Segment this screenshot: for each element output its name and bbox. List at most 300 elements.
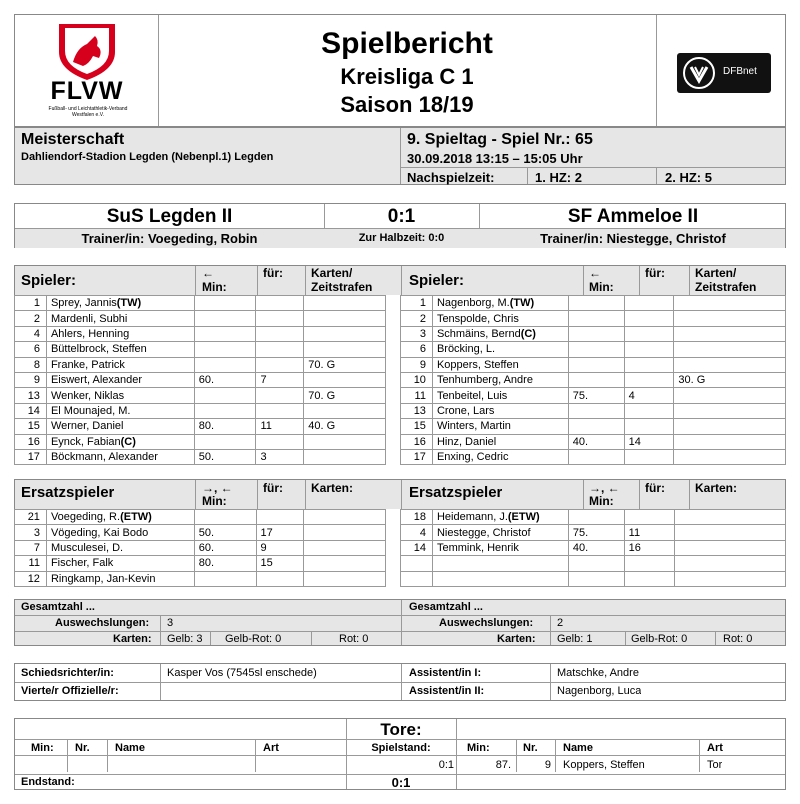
player-name [432, 419, 568, 434]
player-name-text: Voegeding, R. [50, 511, 121, 524]
flvw-logo [37, 22, 137, 120]
player-nr: 10 [401, 372, 433, 387]
player-min [194, 571, 256, 586]
away-subs-table [400, 509, 786, 587]
player-name [46, 510, 194, 525]
home-cards-header-1: Karten/ [311, 267, 353, 280]
home-red: Rot: 0 [339, 633, 369, 645]
player-cards [674, 540, 786, 555]
player-name [432, 510, 568, 525]
player-min [194, 326, 256, 341]
assistant2-name: Nagenborg, Luca [557, 685, 642, 697]
away-arrow-left-icon: ← [589, 267, 601, 280]
halftime-score: Zur Halbzeit: 0:0 [358, 232, 445, 244]
away-cards-label: Karten: [497, 633, 536, 645]
player-name [432, 403, 568, 418]
home-sub-arrows-icon: →, ← [202, 482, 233, 495]
player-min: 40. [568, 434, 624, 449]
away-goal-name-header: Name [563, 742, 593, 754]
home-subs-for-header: für: [263, 482, 283, 495]
home-goal-nr-header: Nr. [75, 742, 90, 754]
player-cards [304, 540, 386, 555]
home-yellow: Gelb: 3 [167, 633, 203, 645]
player-row [401, 525, 786, 540]
player-row [401, 556, 786, 571]
player-min: 75. [568, 388, 624, 403]
player-nr: 15 [401, 419, 433, 434]
score-section [14, 203, 786, 248]
player-name [432, 342, 568, 357]
home-goal-art-header: Art [263, 742, 279, 754]
player-nr: 6 [401, 342, 433, 357]
final-score-label: Endstand: [21, 776, 75, 788]
player-cards [674, 571, 786, 586]
player-for [256, 510, 304, 525]
home-players-table [14, 295, 386, 465]
player-for [624, 403, 674, 418]
logo-text: FLVW [50, 77, 124, 105]
player-row [15, 388, 386, 403]
player-row [15, 296, 386, 311]
home-min-header: Min: [202, 281, 227, 294]
player-name [46, 434, 194, 449]
away-red: Rot: 0 [723, 633, 753, 645]
player-for [256, 403, 304, 418]
player-for [624, 372, 674, 387]
player-nr: 3 [401, 326, 433, 341]
away-subs-count-label: Auswechslungen: [439, 617, 534, 629]
player-for: 14 [624, 434, 674, 449]
assistant2-label: Assistent/in II: [409, 685, 485, 697]
player-min [568, 449, 624, 464]
player-name-text: Vögeding, Kai Bodo [50, 526, 149, 539]
player-cards [674, 434, 786, 449]
player-name [46, 556, 194, 571]
player-min [194, 434, 256, 449]
assistant1-label: Assistent/in I: [409, 667, 482, 679]
player-role-tag: (C) [520, 327, 536, 340]
player-name [46, 449, 194, 464]
home-arrow-left-icon: ← [202, 267, 214, 280]
player-row [401, 296, 786, 311]
player-cards [304, 571, 386, 586]
player-min [194, 296, 256, 311]
player-name [432, 525, 568, 540]
player-nr: 9 [15, 372, 47, 387]
player-role-tag: (ETW) [120, 511, 152, 524]
home-total-label: Gesamtzahl ... [21, 601, 95, 613]
player-for: 17 [256, 525, 304, 540]
dfb-eagle-icon [681, 55, 717, 91]
player-name [432, 296, 568, 311]
player-for [624, 571, 674, 586]
player-cards [304, 556, 386, 571]
away-players-table [400, 295, 786, 465]
player-min [568, 296, 624, 311]
player-name-text: Crone, Lars [436, 404, 495, 417]
player-for: 11 [624, 525, 674, 540]
player-for [624, 419, 674, 434]
player-nr: 4 [401, 525, 433, 540]
player-row [15, 403, 386, 418]
player-name [432, 372, 568, 387]
home-cards-label: Karten: [113, 633, 152, 645]
home-yellow-red: Gelb-Rot: 0 [225, 633, 282, 645]
final-score-value: 0:1 [391, 775, 411, 790]
player-min: 40. [568, 540, 624, 555]
referee-name: Kasper Vos (7545sl enschede) [167, 667, 317, 679]
home-subs-count: 3 [167, 617, 174, 629]
referee-label: Schiedsrichter/in: [21, 667, 114, 679]
competition: Meisterschaft [21, 131, 125, 148]
player-cards [674, 510, 786, 525]
player-name-text: Büttelbrock, Steffen [50, 343, 147, 356]
away-cards-header-2: Zeitstrafen [695, 281, 757, 294]
player-cards [674, 556, 786, 571]
player-nr: 2 [15, 311, 47, 326]
player-role-tag: (TW) [509, 297, 535, 310]
player-min [568, 342, 624, 357]
player-for [256, 434, 304, 449]
player-for: 11 [256, 419, 304, 434]
away-min-header: Min: [589, 281, 614, 294]
away-subs-cards-header: Karten: [695, 482, 738, 495]
home-subs-header: Ersatzspieler [21, 484, 115, 501]
player-nr [401, 556, 433, 571]
player-for [256, 357, 304, 372]
player-role-tag: (TW) [116, 297, 142, 310]
home-cards-header-2: Zeitstrafen [311, 281, 373, 294]
player-name-text: Ahlers, Henning [50, 327, 130, 340]
player-min [194, 357, 256, 372]
player-name-text: Eynck, Fabian [50, 435, 121, 448]
player-row [15, 434, 386, 449]
player-min [568, 357, 624, 372]
player-name [432, 449, 568, 464]
player-for [256, 326, 304, 341]
player-min: 50. [194, 525, 256, 540]
player-for: 9 [256, 540, 304, 555]
away-team: SF Ammeloe II [567, 206, 699, 227]
player-row [401, 311, 786, 326]
venue: Dahliendorf-Stadion Legden (Nebenpl.1) Legden [21, 151, 274, 163]
dfbnet-logo [677, 53, 771, 93]
player-cards [304, 525, 386, 540]
player-nr: 16 [15, 434, 47, 449]
home-for-header: für: [263, 267, 283, 280]
player-role-tag: (ETW) [507, 511, 540, 524]
player-cards [674, 449, 786, 464]
player-row [15, 525, 386, 540]
player-nr: 8 [15, 357, 47, 372]
away-goal-min-header: Min: [467, 742, 490, 754]
home-subs-cards-header: Karten: [311, 482, 354, 495]
player-name-text: El Mounajed, M. [50, 404, 131, 417]
player-cards [304, 449, 386, 464]
player-name-text: Werner, Daniel [50, 420, 124, 433]
player-role-tag: (C) [120, 435, 136, 448]
player-min [568, 403, 624, 418]
player-min: 50. [194, 449, 256, 464]
player-row [401, 419, 786, 434]
subs-header [14, 479, 786, 509]
player-name [432, 571, 568, 586]
player-cards [304, 342, 386, 357]
home-team: SuS Legden II [106, 206, 233, 227]
player-nr: 11 [401, 388, 433, 403]
final-score: 0:1 [387, 206, 416, 227]
player-for [624, 326, 674, 341]
player-min [568, 571, 624, 586]
player-nr: 17 [15, 449, 47, 464]
player-for [256, 311, 304, 326]
player-row [401, 434, 786, 449]
away-sub-arrows-icon: →, ← [589, 482, 620, 495]
away-coach: Trainer/in: Niestegge, Christof [540, 231, 726, 246]
away-yellow: Gelb: 1 [557, 633, 593, 645]
player-for: 7 [256, 372, 304, 387]
extra-time-label: Nachspielzeit: [407, 170, 495, 185]
home-goal-name-header: Name [115, 742, 145, 754]
player-for: 3 [256, 449, 304, 464]
player-name-text: Tenspolde, Chris [436, 312, 519, 325]
away-subs-count: 2 [557, 617, 564, 629]
player-min [568, 556, 624, 571]
player-for [256, 571, 304, 586]
player-row [401, 326, 786, 341]
player-row [15, 342, 386, 357]
away-goal-art-header: Art [707, 742, 723, 754]
player-name-text: Tenhumberg, Andre [436, 374, 533, 387]
player-name [432, 540, 568, 555]
player-cards [674, 357, 786, 372]
away-goal-nr: 9 [544, 759, 551, 771]
header [14, 14, 786, 127]
player-nr: 16 [401, 434, 433, 449]
player-for [256, 388, 304, 403]
player-min: 80. [194, 556, 256, 571]
extra-time-ht1: 1. HZ: 2 [535, 170, 582, 185]
goals-section [14, 718, 786, 790]
player-name-text: Ringkamp, Jan-Kevin [50, 572, 156, 585]
player-nr: 11 [15, 556, 47, 571]
player-name [46, 571, 194, 586]
player-name-text: Niestegge, Christof [436, 526, 531, 539]
player-row [15, 419, 386, 434]
player-cards [304, 311, 386, 326]
player-row [401, 449, 786, 464]
totals-section [14, 599, 786, 646]
player-row [401, 357, 786, 372]
league-title: Kreisliga C 1 [340, 64, 474, 89]
player-nr: 6 [15, 342, 47, 357]
away-goal-name: Koppers, Steffen [563, 759, 645, 771]
player-for [624, 449, 674, 464]
player-row [401, 342, 786, 357]
home-players-header: Spieler: [21, 272, 77, 289]
player-name [46, 342, 194, 357]
player-name-text: Enxing, Cedric [436, 451, 509, 464]
season-title: Saison 18/19 [340, 92, 474, 117]
player-min [194, 388, 256, 403]
player-cards [304, 403, 386, 418]
player-cards [304, 296, 386, 311]
player-cards: 40. G [304, 419, 386, 434]
away-total-label: Gesamtzahl ... [409, 601, 483, 613]
player-name [46, 419, 194, 434]
player-nr: 17 [401, 449, 433, 464]
player-nr: 4 [15, 326, 47, 341]
player-for [624, 556, 674, 571]
player-cards [304, 434, 386, 449]
away-subs-min-header: Min: [589, 495, 614, 508]
player-row [15, 540, 386, 555]
fourth-official-label: Vierte/r Offizielle/r: [21, 685, 119, 697]
player-cards [674, 342, 786, 357]
player-cards [674, 326, 786, 341]
player-name [46, 311, 194, 326]
player-name [46, 525, 194, 540]
player-name [46, 296, 194, 311]
player-min [194, 342, 256, 357]
player-cards [674, 311, 786, 326]
player-name [46, 326, 194, 341]
player-nr: 7 [15, 540, 47, 555]
player-name [46, 540, 194, 555]
player-nr: 13 [15, 388, 47, 403]
player-row [15, 357, 386, 372]
player-nr: 21 [15, 510, 47, 525]
player-name-text: Nagenborg, M. [436, 297, 510, 310]
player-name-text: Musculesei, D. [50, 541, 124, 554]
away-goal-nr-header: Nr. [523, 742, 538, 754]
player-for [624, 357, 674, 372]
player-row [15, 326, 386, 341]
player-for [624, 510, 674, 525]
player-for [624, 342, 674, 357]
home-subs-count-label: Auswechslungen: [55, 617, 150, 629]
player-nr: 12 [15, 571, 47, 586]
goal-score: 0:1 [438, 759, 454, 771]
home-coach: Trainer/in: Voegeding, Robin [81, 231, 258, 246]
player-nr: 14 [15, 403, 47, 418]
player-min [194, 311, 256, 326]
player-for: 16 [624, 540, 674, 555]
player-cards [304, 510, 386, 525]
player-name-text: Tenbeitel, Luis [436, 389, 508, 402]
player-name-text: Mardenli, Subhi [50, 312, 128, 325]
player-cards [674, 525, 786, 540]
player-cards [674, 296, 786, 311]
player-name [432, 434, 568, 449]
player-nr: 1 [15, 296, 47, 311]
player-name-text: Koppers, Steffen [436, 358, 519, 371]
match-info [14, 127, 786, 185]
goal-score-header: Spielstand: [371, 742, 431, 754]
home-subs-min-header: Min: [202, 495, 227, 508]
player-cards: 70. G [304, 357, 386, 372]
player-name [46, 372, 194, 387]
player-row [401, 403, 786, 418]
player-name-text: Hinz, Daniel [436, 435, 497, 448]
player-nr [401, 571, 433, 586]
dfbnet-label: DFBnet [723, 66, 757, 77]
player-cards: 70. G [304, 388, 386, 403]
player-row [15, 449, 386, 464]
players-header [14, 265, 786, 295]
player-name-text: Winters, Martin [436, 420, 511, 433]
player-row [401, 372, 786, 387]
match-datetime: 30.09.2018 13:15 – 15:05 Uhr [407, 151, 583, 166]
player-for [624, 296, 674, 311]
assistant1-name: Matschke, Andre [557, 667, 639, 679]
player-cards: 30. G [674, 372, 786, 387]
page-title: Spielbericht [321, 27, 493, 60]
player-for [624, 311, 674, 326]
goals-title: Tore: [380, 720, 422, 739]
player-min: 75. [568, 525, 624, 540]
player-nr: 13 [401, 403, 433, 418]
player-min: 60. [194, 372, 256, 387]
officials-section [14, 663, 786, 701]
player-name [432, 357, 568, 372]
player-row [401, 388, 786, 403]
player-nr: 3 [15, 525, 47, 540]
home-subs-table [14, 509, 386, 587]
player-name [432, 326, 568, 341]
away-subs-header: Ersatzspieler [409, 484, 503, 501]
player-name [46, 388, 194, 403]
away-goal-min: 87. [495, 759, 511, 771]
player-cards [674, 388, 786, 403]
player-min [568, 419, 624, 434]
player-min: 80. [194, 419, 256, 434]
player-cards [304, 372, 386, 387]
player-name-text: Temmink, Henrik [436, 541, 519, 554]
extra-time-ht2: 2. HZ: 5 [665, 170, 712, 185]
player-min [194, 510, 256, 525]
player-name-text: Fischer, Falk [50, 557, 114, 570]
player-cards [674, 403, 786, 418]
away-yellow-red: Gelb-Rot: 0 [631, 633, 688, 645]
away-goal-art: Tor [707, 759, 723, 771]
player-name-text: Sprey, Jannis [50, 297, 117, 310]
player-for: 15 [256, 556, 304, 571]
player-min [568, 311, 624, 326]
player-name-text: Wenker, Niklas [50, 389, 125, 402]
home-goal-min-header: Min: [31, 742, 54, 754]
player-min [568, 372, 624, 387]
player-min [568, 510, 624, 525]
player-row [15, 571, 386, 586]
player-row [401, 571, 786, 586]
player-row [401, 510, 786, 525]
player-name-text: Bröcking, L. [436, 343, 496, 356]
player-cards [674, 419, 786, 434]
player-min [568, 326, 624, 341]
player-min: 60. [194, 540, 256, 555]
player-name [46, 357, 194, 372]
player-name-text: Böckmann, Alexander [50, 451, 158, 464]
away-players-header: Spieler: [409, 272, 465, 289]
logo-subtitle: Fußball- und Leichtathletik-Verband Westfalen e.V. [48, 106, 128, 118]
player-min [194, 403, 256, 418]
player-row [15, 510, 386, 525]
player-for [256, 342, 304, 357]
player-nr: 1 [401, 296, 433, 311]
player-name [46, 403, 194, 418]
player-nr: 9 [401, 357, 433, 372]
